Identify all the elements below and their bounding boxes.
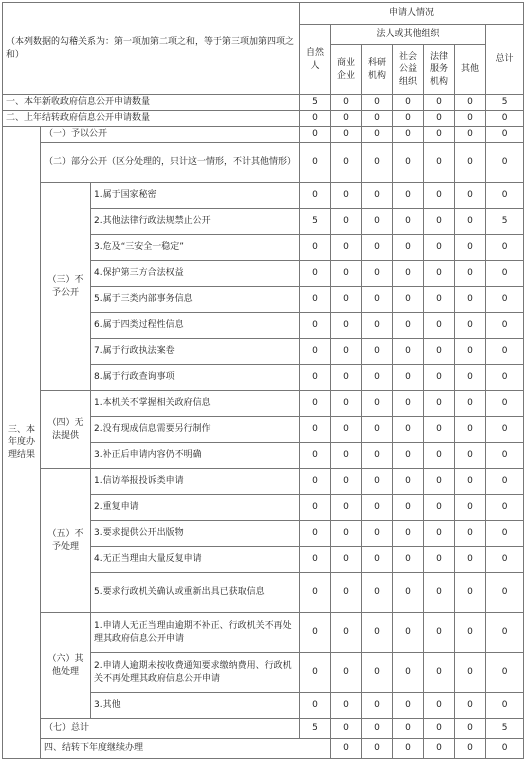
cell-research: 0 [362, 261, 393, 287]
cell-natural: 0 [300, 313, 331, 339]
cell-natural: 0 [300, 547, 331, 573]
cell-law: 0 [424, 209, 455, 235]
header-research: 科研机构 [362, 45, 393, 95]
row-label: 2.其他法律行政法规禁止公开 [91, 209, 300, 235]
cell-social: 0 [393, 613, 424, 653]
cell-total: 0 [486, 391, 524, 417]
cell-social: 0 [393, 653, 424, 693]
cell-total: 5 [486, 719, 524, 739]
row-label: 1.本机关不掌握相关政府信息 [91, 391, 300, 417]
disclosure-table [2, 2, 524, 759]
cell-law: 0 [424, 183, 455, 209]
cell-other: 0 [455, 339, 486, 365]
header-total: 总计 [486, 25, 524, 95]
cell-law: 0 [424, 111, 455, 127]
cell-research: 0 [362, 313, 393, 339]
cell-law: 0 [424, 719, 455, 739]
cell-natural: 0 [300, 183, 331, 209]
cell-research: 0 [362, 183, 393, 209]
cell-total: 0 [486, 111, 524, 127]
cell-law: 0 [424, 653, 455, 693]
cell-other: 0 [455, 235, 486, 261]
header-social: 社会公益组织 [393, 45, 424, 95]
table-row [3, 739, 524, 759]
cell-other: 0 [455, 495, 486, 521]
cell-law: 0 [424, 365, 455, 391]
cell-total: 0 [486, 261, 524, 287]
cell-commercial: 0 [331, 443, 362, 469]
cell-other: 0 [455, 653, 486, 693]
cell-total: 0 [486, 521, 524, 547]
row-label: 2.申请人逾期未按收费通知要求缴纳费用、行政机关不再处理其政府信息公开申请 [91, 653, 300, 693]
header-law: 法律服务机构 [424, 45, 455, 95]
cell-research: 0 [362, 469, 393, 495]
cell-other: 0 [455, 95, 486, 111]
cell-research: 0 [362, 417, 393, 443]
table-row [3, 469, 524, 495]
cell-social: 0 [393, 365, 424, 391]
cell-total: 5 [486, 209, 524, 235]
cell-other: 0 [455, 209, 486, 235]
cell-natural: 5 [300, 95, 331, 111]
cell-research: 0 [362, 209, 393, 235]
row-label: 3.要求提供公开出版物 [91, 521, 300, 547]
cell-social: 0 [393, 209, 424, 235]
cell-other: 0 [455, 573, 486, 613]
row-label: 2.重复申请 [91, 495, 300, 521]
cell-research: 0 [362, 613, 393, 653]
cell-natural: 0 [300, 613, 331, 653]
cell-natural: 0 [300, 287, 331, 313]
cell-research: 0 [362, 693, 393, 719]
cell-natural: 0 [300, 653, 331, 693]
cell-research: 0 [362, 287, 393, 313]
cell-law: 0 [424, 287, 455, 313]
cell-commercial: 0 [331, 209, 362, 235]
group-label: （五）不予处理 [41, 469, 91, 613]
cell-research: 0 [362, 547, 393, 573]
row-label: 4.无正当理由大量反复申请 [91, 547, 300, 573]
cell-social: 0 [393, 693, 424, 719]
cell-law: 0 [424, 547, 455, 573]
cell-social: 0 [393, 261, 424, 287]
cell-total: 0 [486, 693, 524, 719]
cell-research: 0 [362, 521, 393, 547]
row-label: 1.申请人无正当理由逾期不补正、行政机关不再处理其政府信息公开申请 [91, 613, 300, 653]
cell-natural: 0 [300, 339, 331, 365]
row-label: 8.属于行政查询事项 [91, 365, 300, 391]
cell-commercial: 0 [331, 653, 362, 693]
cell-total: 0 [486, 287, 524, 313]
cell-research: 0 [393, 739, 424, 759]
cell-commercial: 0 [331, 235, 362, 261]
cell-social: 0 [393, 287, 424, 313]
cell-law: 0 [455, 739, 486, 759]
cell-total: 5 [486, 95, 524, 111]
cell-research: 0 [362, 365, 393, 391]
cell-total: 0 [486, 183, 524, 209]
cell-natural: 0 [300, 111, 331, 127]
table-row [3, 613, 524, 653]
cell-law: 0 [424, 391, 455, 417]
cell-social: 0 [393, 547, 424, 573]
cell-other: 0 [455, 443, 486, 469]
cell-commercial: 0 [331, 287, 362, 313]
cell-other: 0 [455, 417, 486, 443]
cell-social: 0 [393, 719, 424, 739]
row-label: 一、本年新收政府信息公开申请数量 [3, 95, 300, 111]
cell-total: 0 [486, 547, 524, 573]
cell-commercial: 0 [331, 127, 362, 143]
cell-research: 0 [362, 653, 393, 693]
cell-total: 0 [486, 653, 524, 693]
cell-research: 0 [362, 127, 393, 143]
group-label: （三）不予公开 [41, 183, 91, 391]
header-note: （本列数据的勾稽关系为：第一项加第二项之和，等于第三项加第四项之和） [3, 3, 300, 95]
cell-social: 0 [393, 443, 424, 469]
row-label: 3.补正后申请内容仍不明确 [91, 443, 300, 469]
row-label: 6.属于四类过程性信息 [91, 313, 300, 339]
cell-natural: 0 [300, 469, 331, 495]
cell-law: 0 [424, 495, 455, 521]
cell-law: 0 [424, 443, 455, 469]
cell-law: 0 [424, 95, 455, 111]
row-label: 7.属于行政执法案卷 [91, 339, 300, 365]
cell-other: 0 [455, 183, 486, 209]
cell-other: 0 [455, 287, 486, 313]
cell-social: 0 [393, 127, 424, 143]
cell-social: 0 [393, 235, 424, 261]
cell-commercial: 0 [362, 739, 393, 759]
row-label: 3.危及“三安全一稳定” [91, 235, 300, 261]
row-label: （二）部分公开（区分处理的，只计这一情形，不计其他情形） [41, 143, 300, 183]
cell-research: 0 [362, 391, 393, 417]
cell-research: 0 [362, 573, 393, 613]
table-row [3, 111, 524, 127]
cell-other: 0 [486, 739, 524, 759]
cell-social: 0 [393, 183, 424, 209]
row-label: 5.要求行政机关确认或重新出具已获取信息 [91, 573, 300, 613]
cell-commercial: 0 [331, 111, 362, 127]
cell-total: 0 [486, 443, 524, 469]
cell-other: 0 [455, 613, 486, 653]
cell-commercial: 0 [331, 495, 362, 521]
cell-social: 0 [393, 495, 424, 521]
cell-natural: 0 [300, 573, 331, 613]
cell-social: 0 [393, 521, 424, 547]
cell-total: 0 [486, 417, 524, 443]
cell-commercial: 0 [331, 693, 362, 719]
table-row [3, 183, 524, 209]
cell-natural: 0 [300, 127, 331, 143]
cell-research: 0 [362, 443, 393, 469]
cell-commercial: 0 [331, 313, 362, 339]
cell-other: 0 [455, 469, 486, 495]
row-label: 5.属于三类内部事务信息 [91, 287, 300, 313]
cell-natural: 0 [300, 417, 331, 443]
cell-law: 0 [424, 261, 455, 287]
cell-other: 0 [455, 719, 486, 739]
row-label: 3.其他 [91, 693, 300, 719]
cell-commercial: 0 [331, 143, 362, 183]
cell-social: 0 [393, 143, 424, 183]
cell-commercial: 0 [331, 469, 362, 495]
header-legal: 法人或其他组织 [331, 25, 486, 45]
cell-social: 0 [393, 573, 424, 613]
cell-total: 0 [486, 127, 524, 143]
cell-total: 0 [486, 339, 524, 365]
group-label: （四）无法提供 [41, 391, 91, 469]
cell-social: 0 [393, 111, 424, 127]
cell-law: 0 [424, 521, 455, 547]
cell-social: 0 [424, 739, 455, 759]
cell-other: 0 [455, 547, 486, 573]
cell-natural: 0 [300, 365, 331, 391]
cell-law: 0 [424, 469, 455, 495]
cell-other: 0 [455, 693, 486, 719]
header-other: 其他 [455, 45, 486, 95]
row-label: 1.信访举报投诉类申请 [91, 469, 300, 495]
table-row [3, 391, 524, 417]
cell-commercial: 0 [331, 339, 362, 365]
row-label: 2.没有现成信息需要另行制作 [91, 417, 300, 443]
cell-commercial: 0 [331, 365, 362, 391]
cell-law: 0 [424, 417, 455, 443]
cell-research: 0 [362, 339, 393, 365]
header-natural: 自然人 [300, 25, 331, 95]
cell-other: 0 [455, 127, 486, 143]
group-label: （六）其他处理 [41, 613, 91, 719]
row-label: （一）予以公开 [41, 127, 300, 143]
cell-research: 0 [362, 95, 393, 111]
row-label: 1.属于国家秘密 [91, 183, 300, 209]
cell-other: 0 [455, 365, 486, 391]
cell-natural: 0 [300, 521, 331, 547]
cell-commercial: 0 [331, 719, 362, 739]
cell-law: 0 [424, 143, 455, 183]
table-row [3, 127, 524, 143]
cell-social: 0 [393, 313, 424, 339]
cell-law: 0 [424, 313, 455, 339]
cell-total: 0 [486, 469, 524, 495]
section-3-label: 三、本年度办理结果 [3, 127, 41, 759]
cell-other: 0 [455, 313, 486, 339]
cell-commercial: 0 [331, 391, 362, 417]
cell-other: 0 [455, 521, 486, 547]
cell-commercial: 0 [331, 95, 362, 111]
cell-natural: 0 [300, 235, 331, 261]
row-label: 4.保护第三方合法权益 [91, 261, 300, 287]
cell-social: 0 [393, 339, 424, 365]
cell-research: 0 [362, 143, 393, 183]
cell-research: 0 [362, 495, 393, 521]
row-label: 二、上年结转政府信息公开申请数量 [3, 111, 300, 127]
header-applicant: 申请人情况 [300, 3, 524, 25]
cell-social: 0 [393, 95, 424, 111]
cell-other: 0 [455, 143, 486, 183]
cell-research: 0 [362, 719, 393, 739]
cell-natural: 0 [331, 739, 362, 759]
cell-other: 0 [455, 391, 486, 417]
table-row [3, 143, 524, 183]
cell-social: 0 [393, 391, 424, 417]
table-row [3, 95, 524, 111]
header-commercial: 商业企业 [331, 45, 362, 95]
cell-law: 0 [424, 613, 455, 653]
cell-commercial: 0 [331, 183, 362, 209]
cell-research: 0 [362, 111, 393, 127]
cell-total: 0 [486, 235, 524, 261]
cell-total: 0 [486, 365, 524, 391]
cell-law: 0 [424, 573, 455, 613]
table-row [3, 719, 524, 739]
cell-social: 0 [393, 469, 424, 495]
cell-natural: 5 [300, 719, 331, 739]
cell-total: 0 [486, 613, 524, 653]
row-label: （七）总计 [41, 719, 300, 739]
cell-commercial: 0 [331, 521, 362, 547]
cell-commercial: 0 [331, 261, 362, 287]
cell-social: 0 [393, 417, 424, 443]
cell-law: 0 [424, 235, 455, 261]
cell-natural: 0 [300, 443, 331, 469]
cell-commercial: 0 [331, 573, 362, 613]
cell-commercial: 0 [331, 417, 362, 443]
cell-research: 0 [362, 235, 393, 261]
cell-commercial: 0 [331, 613, 362, 653]
cell-total: 0 [486, 495, 524, 521]
cell-commercial: 0 [331, 547, 362, 573]
cell-other: 0 [455, 111, 486, 127]
cell-natural: 5 [300, 209, 331, 235]
cell-natural: 0 [300, 261, 331, 287]
row-label: 四、结转下年度继续办理 [41, 739, 331, 759]
cell-total: 0 [486, 313, 524, 339]
cell-natural: 0 [300, 495, 331, 521]
cell-natural: 0 [300, 693, 331, 719]
cell-law: 0 [424, 127, 455, 143]
cell-law: 0 [424, 693, 455, 719]
cell-total: 0 [486, 573, 524, 613]
cell-natural: 0 [300, 143, 331, 183]
cell-other: 0 [455, 261, 486, 287]
cell-natural: 0 [300, 391, 331, 417]
cell-total: 0 [486, 143, 524, 183]
cell-law: 0 [424, 339, 455, 365]
